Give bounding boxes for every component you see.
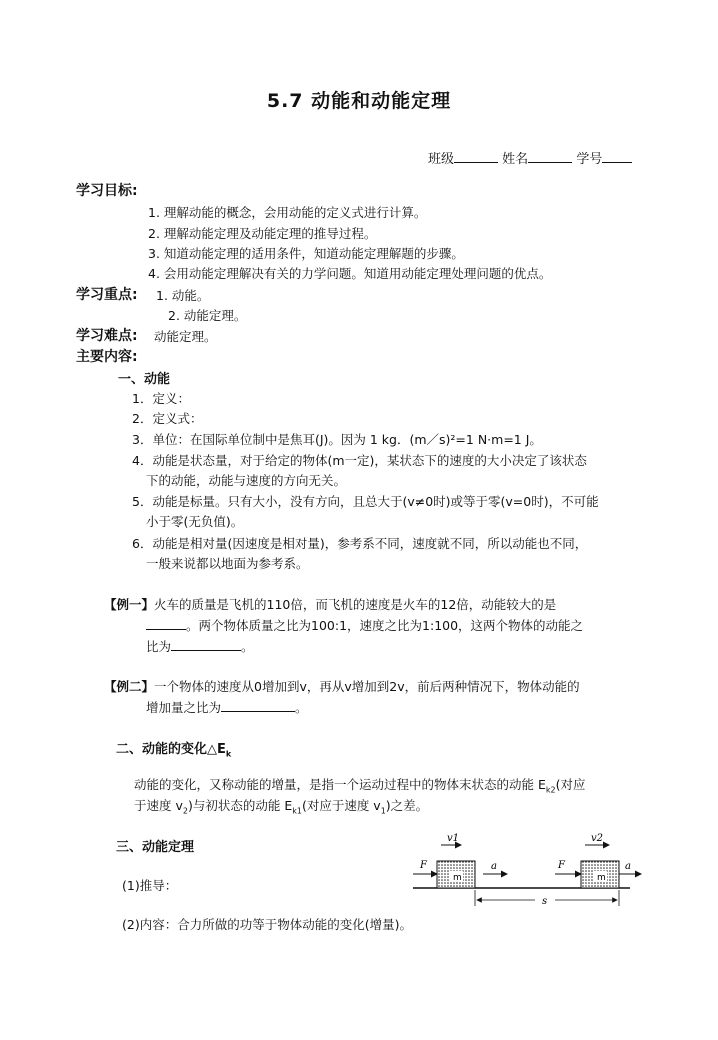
section1-item: 6．动能是相对量(因速度是相对量)，参考系不同，速度就不同，所以动能也不同， [132, 536, 588, 551]
example1-line2 [146, 616, 583, 634]
answer-blank [171, 638, 241, 651]
section2-text: )之差。 [385, 798, 429, 813]
section2-text: 动能的变化，又称动能的增量，是指一个运动过程中的物体末状态的动能 E [134, 777, 546, 792]
section2-heading-sub: k [225, 749, 232, 759]
key-item: 2. 动能定理。 [168, 308, 247, 323]
block-1-mass: m [453, 873, 462, 883]
section2-para-line1 [134, 775, 586, 793]
class-blank [454, 150, 498, 163]
block-2-mass: m [597, 873, 606, 883]
student-info [428, 148, 632, 167]
example1-text: 。两个物体质量之比为100:1，速度之比为1:100，这两个物体的动能之 [186, 618, 584, 633]
section2-sub: k2 [545, 785, 556, 795]
class-label: 班级 [428, 152, 455, 167]
section1-item: 3．单位：在国际单位制中是焦耳(J)。因为 1 kg．(m／s)²=1 N·m=1 J。 [132, 432, 542, 447]
velocity-label-1: v1 [447, 833, 460, 844]
section2-heading [116, 738, 231, 757]
section3-content: (2)内容：合力所做的功等于物体动能的变化(增量)。 [122, 917, 412, 932]
id-blank [602, 150, 632, 163]
key-heading: 学习重点: [76, 287, 138, 303]
example1-text: 火车的质量是飞机的110倍，而飞机的速度是火车的12倍，动能较大的是 [154, 597, 557, 612]
example2-line2 [146, 698, 308, 716]
section1-item: 一般来说都以地面为参考系。 [146, 556, 309, 571]
section2-sub: 2 [182, 806, 188, 816]
example1-text: 。 [241, 639, 254, 654]
example1-line1 [104, 595, 556, 613]
force-label-1: F [420, 860, 427, 871]
name-label: 姓名 [502, 152, 529, 167]
section2-text: (对应于速度 v [301, 798, 381, 813]
section1-heading: 一、动能 [118, 372, 171, 387]
key-item: 1. 动能。 [156, 288, 210, 303]
answer-blank [221, 699, 295, 712]
example2-text: 增加量之比为 [146, 700, 222, 715]
accel-label-2: a [625, 861, 631, 872]
force-label-2: F [558, 860, 565, 871]
section3-derive: (1)推导： [122, 878, 178, 893]
section2-para-line2 [134, 796, 428, 814]
goal-item: 4. 会用动能定理解决有关的力学问题。知道用动能定理处理问题的优点。 [148, 266, 552, 281]
goal-item: 3. 知道动能定理的适用条件，知道动能定理解题的步骤。 [148, 246, 464, 261]
example2-line1 [104, 677, 580, 695]
example2-text: 。 [295, 700, 308, 715]
difficulty-text: 动能定理。 [154, 329, 217, 344]
section2-heading-text: 二、动能的变化△E [116, 742, 226, 757]
example2-label: 【例二】 [104, 679, 155, 694]
goal-item: 1. 理解动能的概念，会用动能的定义式进行计算。 [148, 205, 427, 220]
section1-item: 5．动能是标量。只有大小，没有方向，且总大于(v≠0时)或等于零(v=0时)，不可能 [132, 494, 599, 509]
answer-blank [146, 617, 186, 630]
example1-line3 [146, 637, 254, 655]
section1-item: 小于零(无负值)。 [146, 514, 244, 529]
main-heading: 主要内容: [76, 349, 138, 365]
displacement-label: s [542, 896, 548, 907]
section2-text: )与初状态的动能 E [187, 798, 293, 813]
section2-text: 于速度 v [134, 798, 183, 813]
section1-item: 1．定义： [132, 391, 190, 406]
section2-sub: k1 [292, 806, 302, 816]
section3-heading: 三、动能定理 [116, 840, 195, 855]
name-blank [528, 150, 572, 163]
example1-text: 比为 [146, 639, 172, 654]
example2-text: 一个物体的速度从0增加到v，再从v增加到2v，前后两种情况下，物体动能的 [154, 679, 580, 694]
page-title: 5.7 动能和动能定理 [266, 90, 452, 112]
goal-item: 2. 理解动能定理及动能定理的推导过程。 [148, 226, 377, 241]
id-label: 学号 [576, 152, 603, 167]
section1-item: 4．动能是状态量，对于给定的物体(m一定)，某状态下的速度的大小决定了该状态 [132, 453, 587, 468]
example1-label: 【例一】 [104, 597, 155, 612]
difficulty-heading: 学习难点: [76, 328, 138, 344]
accel-label-1: a [491, 861, 497, 872]
goals-heading: 学习目标: [76, 183, 138, 199]
section2-sub: 1 [380, 806, 386, 816]
section2-text: (对应 [555, 777, 586, 792]
velocity-label-2: v2 [591, 833, 604, 844]
motion-diagram [405, 828, 645, 910]
section1-item: 下的动能，动能与速度的方向无关。 [146, 473, 347, 488]
section1-item: 2．定义式： [132, 411, 203, 426]
